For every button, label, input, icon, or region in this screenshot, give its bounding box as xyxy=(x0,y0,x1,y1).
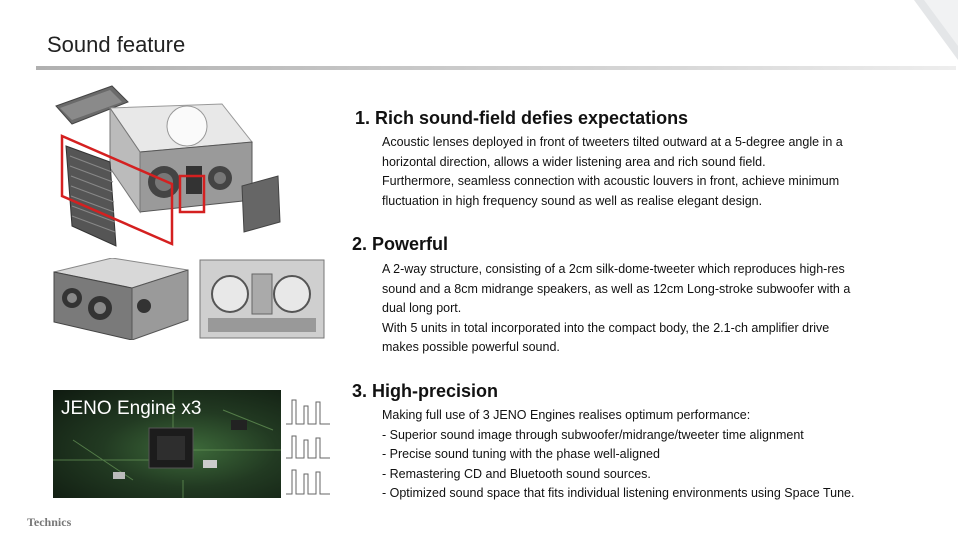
speaker-structure-illustration xyxy=(52,258,328,340)
section-1-line: Acoustic lenses deployed in front of tweeters tilted outward at a 5-degree angle in a xyxy=(382,135,843,149)
speaker-exploded-illustration xyxy=(52,80,296,248)
section-3-heading: 3. High-precision xyxy=(352,381,499,401)
section-2-heading: 2. Powerful xyxy=(352,234,449,254)
section-2-line: With 5 units in total incorporated into the compact body, the 2.1-ch amplifier drive xyxy=(382,320,830,335)
section-1-body xyxy=(382,133,843,211)
chip-label: JENO Engine x3 xyxy=(61,398,202,419)
section-2-body xyxy=(382,260,850,358)
section-1-heading: 1. Rich sound-field defies expectations xyxy=(355,108,689,128)
technics-logo: Technics xyxy=(27,515,72,529)
section-2-line: sound and a 8cm midrange speakers, as well as 12cm Long-stroke subwoofer with a xyxy=(382,281,851,296)
section-3-body xyxy=(382,406,855,504)
title-underline xyxy=(36,66,956,70)
section-3-line: - Remastering CD and Bluetooth sound sources. xyxy=(382,466,651,481)
section-1-line: fluctuation in high frequency sound as well as realise elegant design. xyxy=(382,193,763,208)
section-3-line: - Precise sound tuning with the phase well-aligned xyxy=(382,447,660,461)
section-2-line: makes possible powerful sound. xyxy=(382,340,560,354)
jeno-engine-photo xyxy=(53,390,281,498)
section-2-line: dual long port. xyxy=(382,301,462,315)
section-3-line: - Superior sound image through subwoofer/midrange/tweeter time alignment xyxy=(382,427,804,442)
section-3-line: - Optimized sound space that fits individual listening environments using Space Tune. xyxy=(382,486,855,500)
waveform-graphic xyxy=(284,396,344,500)
corner-fold-decoration xyxy=(914,0,958,60)
section-1-line: Furthermore, seamless connection with acoustic louvers in front, achieve minimum xyxy=(382,174,840,188)
section-3-line: Making full use of 3 JENO Engines realises optimum performance: xyxy=(382,408,751,422)
slide-title: Sound feature xyxy=(47,32,186,57)
section-1-line: horizontal direction, allows a wider listening area and rich sound field. xyxy=(382,154,766,169)
section-2-line: A 2-way structure, consisting of a 2cm silk-dome-tweeter which reproduces high-res xyxy=(382,262,845,276)
